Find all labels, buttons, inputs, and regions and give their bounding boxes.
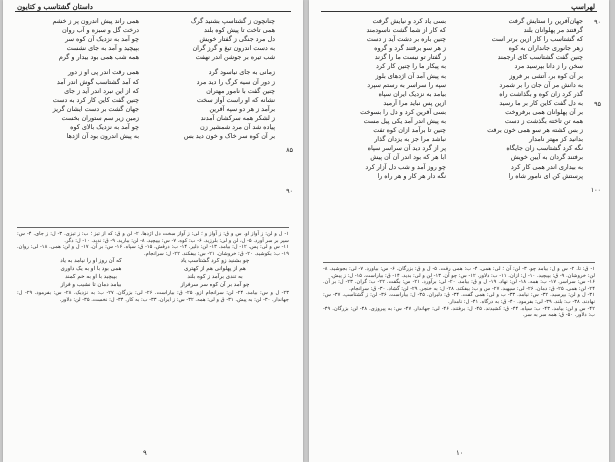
verse-hemistich-second: ز هر سو برفتند گرد و گروه (374, 44, 446, 53)
left-page (3, 0, 303, 462)
inset-verse-row (35, 258, 271, 265)
footnote-rule (17, 227, 289, 228)
footnote-paragraph: ۴۲- س و لن: بیامد. ۴۳- ب: سپاه. ۴۴- ق: کشیدند. ۴۵- ل: برفتند. ۴۶- لی: جهاندار. ۴۷- س: به پیروزی. ۴۸- لن: بزرگان. ۴۹- ب: دلاور. ۵۰- ق: همه سر به سر. (323, 305, 595, 319)
verse-hemistich-first: بر آن پهلوانان همی برفروخت (505, 107, 583, 116)
verse-hemistich-second: همی راند پیش اندرون پر ز خشم (52, 17, 139, 25)
verse-hemistich-second: به پیش اندرون بود آن اژدها (66, 132, 139, 141)
inset-hemistich: بپیچید با او به خم کمند (65, 274, 117, 281)
verse-hemistich-second: بپیچید و آمد به جای نشست (66, 44, 139, 53)
verse-hemistich-first: پیاده شد آن مرد شمشیر زن (200, 123, 275, 132)
verse-hemistich-second: به پیش آمد آن اژدهای بلوز (375, 71, 446, 80)
verse-hemistich-second: چو آمد به نزدیک بالای کوه (70, 123, 139, 132)
footnotes (323, 266, 595, 319)
verse-number: ۹۰ (594, 18, 601, 26)
inset-verses (17, 258, 289, 289)
verse-hemistich-second: بسی یاد کرد و نیایش گرفت (372, 17, 446, 25)
verse-hemistich-first: به دانش مر آن جان را بر شمرد (499, 80, 583, 89)
verse-hemistich-second: که از این نبرد اندر آید ز جای (64, 86, 139, 95)
footnote-rule (323, 262, 595, 263)
verse-hemistich-second: همی رفت اندر پی او ز دور (67, 68, 139, 77)
verse-hemistich-second: چو آمد به نزدیک آن کوه سر (65, 35, 139, 44)
verse-hemistich-first: چنانچون ز گشتاسپ بشنید گرگ (190, 17, 275, 25)
verse-hemistich-first: سخن را ز دانا بپرسید مرد (514, 62, 583, 71)
verse-hemistich-first: برآمد ز هر دو سپه آفرین (209, 104, 275, 113)
verse-number: ۱۰۰ (590, 186, 601, 194)
verse-block (323, 17, 583, 180)
verse-hemistich-first: گرفتند مر پهلوانان بلند (523, 26, 583, 35)
verse-hemistich-first: دل مرد جنگی ز گفتار خویش (199, 35, 275, 44)
verse-hemistich-first: زهر جانوری جانداران به کوه (508, 44, 583, 53)
verse-hemistich-first: جهان‌آفرین را ستایش گرفت (508, 17, 583, 25)
verse-hemistich-first: زمانی به جای نیاسود گرد (208, 68, 275, 77)
verse-hemistich-second: نگه دار هر کار و هر راه را (377, 171, 446, 180)
footnote-paragraph: ۱۱- س و لی: پس. ۱۲- ل: بیامد. ۱۳- لن: دلیر. ۱۴- ب: درفش. ۱۵- ق: سپاه. ۱۶- س: بر آن. ۱۷- ل و لن: همی. ۱۸- لی: روان. ۱۹- ب: بکوشید. ۲۰- ق: خروشان. ۲۱- س: بیفکند. ۲۲- ل: سرانجام. (17, 244, 289, 257)
verse-hemistich-second: زمین زیر سم ستوران بخست (61, 113, 139, 122)
inset-hemistich: که آن روز او را نیامد به یاد (60, 258, 122, 265)
verse-hemistich-first: چنین گفت گشتاسب کای ارجمند (497, 53, 583, 62)
verse-hemistich-first: بدانید کز مهتر نامدار (529, 135, 583, 144)
verse-hemistich-second: به پیکار ما را چنین کار کرد (375, 62, 446, 71)
stanza-gap (17, 62, 275, 67)
verse-hemistich-first: گذر کرد زان کوه و بگذاشت راه (499, 89, 583, 98)
verse-hemistich-first: به دست اندرون تیغ و گرز گران (192, 44, 275, 53)
verse-hemistich-second: ابا هر که بود اندر آن آن پیش (370, 153, 446, 162)
footnotes (17, 231, 289, 304)
verse-hemistich-second: بیامد به نزدیک ایران سپاه (378, 89, 446, 98)
header-rule (15, 11, 291, 12)
verse-hemistich-second: چنین تا برآمد ازان کوه تفت (373, 126, 446, 135)
verse-hemistich-first: بر آن کوه سر خاک و خون دید بس (183, 132, 275, 141)
verse-hemistich-first: چنین گفت با نامور مهتران (206, 86, 275, 95)
header-rule (321, 11, 597, 12)
verse-hemistich-first: که گشتاسب را کار ازین برتر است (491, 35, 583, 44)
verse-hemistich-second: درخت گل و سبزه و آب روان (62, 26, 139, 35)
footnote-paragraph: ۲۳- ل و س: بیامد. ۲۴- لن: سرانجام ازو. ۲۵- ق: بیاراست. ۲۶- لی: بزرگان. ۲۷- ب: به نزدیک. ۲۸- س: بفرمود. ۲۹- ل: جهاندار. ۳۰- لن: به پیش. ۳۱- ق و لی: همه. ۳۲- س: ز ایران. ۳۳- ب: به کار. ۳۴- ل: نخست. ۳۵- لن: دلاور. (17, 290, 290, 303)
verse-hemistich-first: بر آن کوه بر، آتشی بر فروز (509, 71, 583, 80)
verse-hemistich-second: همه شب همی بود بیدار و گرم (58, 53, 139, 62)
inset-hemistich: به تندی برآمد ز کوه بلند (187, 274, 243, 281)
verse-hemistich-first: ز دور آن سیه کرگ را دید مرد (196, 77, 275, 86)
verse-hemistich-first: به بیداری اندر همی کار کرد (510, 162, 583, 171)
verse-hemistich-second: که کار از شما گشت ناسودمند (366, 26, 446, 35)
verse-hemistich-second: پر از گرد دید آن سراسر سپاه (367, 144, 446, 153)
verse-hemistich-first: نگه کرد گشتاسب زان جایگاه (506, 144, 583, 153)
running-head: لهراسپ (571, 2, 595, 11)
inset-verse-row (35, 266, 271, 273)
verse-number: ۸۵ (286, 146, 293, 154)
verse-hemistich-first: ز لشکر همه سرکشان آمدند (200, 113, 275, 122)
footnote-paragraph: ۱- ل و لن: ز آواز او. س و ق: ز آواز و ؛ لی: ز آواز سخت دل اژدها. ۲- لن و ق: که از تیز ؛ ب: ز تیزی. ۳- ل: ز جای. ۴- س: سپر بر سر آورد. ۵- ل، لن و لی: بلرزید. ۶- ب: کوه. ۷- س: بپیچید. ۸- لن: ببارید. ۹- ق: ندید. ۱۰- ل: دگر. (17, 231, 290, 244)
page-number: ۹ (143, 449, 147, 457)
inset-verse-row (35, 282, 271, 289)
page-number: ۱۰ (456, 449, 464, 457)
verse-hemistich-second: ز گفتار تو نیست ما را گزند (374, 53, 446, 62)
verse-hemistich-second: ازین پس نباید مرا آرمید (383, 98, 446, 107)
verse-hemistich-second: چنین گفت کاین کار کرد به دست (52, 95, 139, 104)
verse-hemistich-second: به پیش اندر آمد یکی پیل مست (363, 117, 446, 126)
inset-verse-row (35, 274, 271, 281)
verse-hemistich-second: جهان گشت بر دست ایشان گریز (52, 104, 139, 113)
verse-hemistich-second: نباشد مرا جز به یزدان گذار (374, 135, 446, 144)
verse-hemistich-first: پرستش کن ای نامور شاه را (508, 171, 583, 180)
verse-hemistich-first: به دل گفت کاین کار بر ما رسید (499, 98, 583, 107)
verse-hemistich-first: همی تاخت تا پیش کوه بلند (204, 26, 275, 35)
inset-hemistich: چو بشنید زو کرد گشتاسپ یاد (180, 258, 250, 265)
verse-hemistich-first: شب تیره بر جوشن اندر نهفت (195, 53, 275, 62)
verse-hemistich-first: برفتند گردان به آیین خویش (510, 153, 583, 162)
verse-hemistich-second: چنین باره بر دشت آید ز دست (366, 35, 446, 44)
verse-hemistich-second: سپه را سراسر به رستم سپرد (367, 80, 446, 89)
inset-hemistich: چو آمد بر آن کوه سر سرفراز (180, 282, 250, 289)
footnote-paragraph: ۱۶- س: سراسر. ۱۷- ب: همه. ۱۸- لن: نهاد. ۱۹- ل و ق: بیامد. ۲۰- لی: برآورد. ۲۱- س: بگفت. ۲۲- ب: گران. ۲۳- ل: بر آن. ۲۴- لن: همی. ۲۵- ق: دمان. ۲۶- لی: سپهبد. ۲۷- س و ب: بیفکند. ۲۸- ل: به خنجر. ۲۹- لن: گشاد. ۳۰- ق: سرانجام. (323, 279, 595, 292)
verse-block (17, 17, 275, 140)
right-page (309, 0, 609, 462)
inset-hemistich: هم از پهلوانی هم از کهتری (184, 266, 246, 273)
verse-number: ۹۰ (286, 187, 293, 195)
verse-hemistich-second: بسی آفرین کرد و دل را بسوخت (360, 107, 446, 116)
verse-hemistich-second: که آمد گشتاسب گوش اندر آمد (56, 77, 139, 86)
verse-hemistich-second: چو روز آمد و شب دل آزار کرد (365, 162, 446, 171)
running-head: داستان گشتاسب و کتایون (17, 2, 93, 11)
verse-hemistich-first: ز بس کشته هر سو همی خون برفت (487, 126, 583, 135)
verse-hemistich-first: همه تن تاخته بگذشت ز دست (504, 117, 583, 126)
inset-hemistich: همی بود با او به یک داوری (60, 266, 122, 273)
footnote-paragraph: ۳۱- ل و لن: بپرسید. ۳۲- س: نیامد. ۳۳- ب و لی: همی گفت. ۳۴- ق: دلیران. ۳۵- ل: بیاراست. ۳۶- لن: ز گشتاسپ. ۳۷- س: نهادند. ۳۸- ب: بلند. ۳۹- لی: بفرمود. ۴۰- ق: به درگاه. ۴۱- ل: نامدار. (323, 292, 595, 305)
verse-number: ۹۵ (594, 100, 601, 108)
footnote-paragraph: ۱- ق: تا. ۲- س و ل: بیامد چو. ۳- لن: آن ؛ لی: همی. ۴- ب: همی رفت. ۵- ل و ق: بزرگان. ۶- س: بیاورد. ۷- لی: بجوشید. ۸- لن: خروشان. ۹- ق: بپیچید. ۱۰- ل: ازان. ۱۱- ب: دلاور. ۱۲- س: چو آن. ۱۳- لن و لی: بدید. ۱۴- ق: بیاراست. ۱۵- ل: ز پیش. (323, 266, 595, 279)
verse-hemistich-first: نشانه که او راست آواز سخت (196, 95, 275, 104)
inset-hemistich: بیامد دمان تا نشیب و فراز (60, 282, 122, 289)
